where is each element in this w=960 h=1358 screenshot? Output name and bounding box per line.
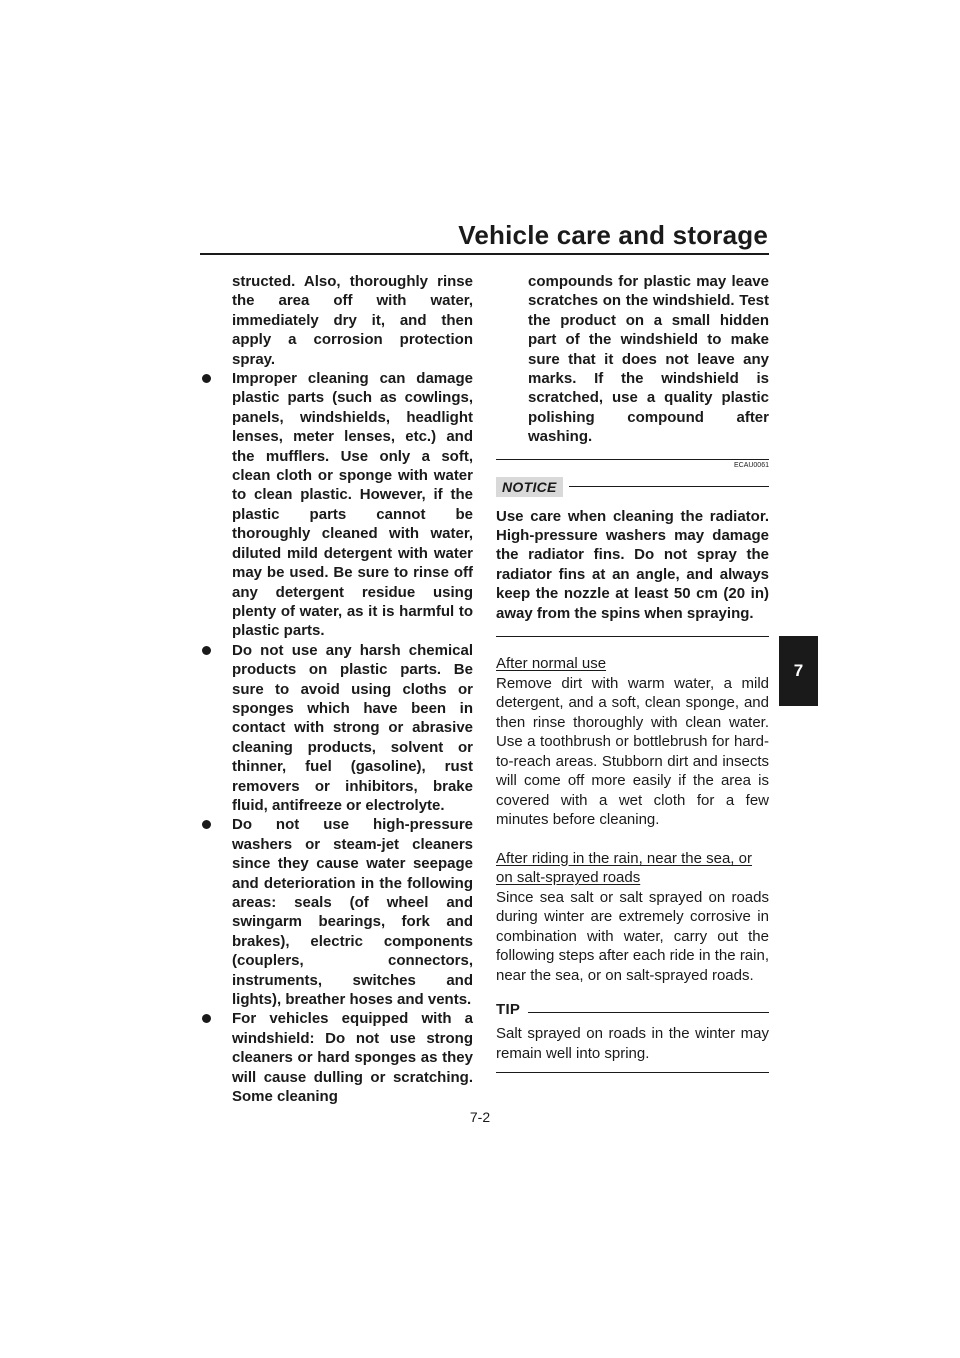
notice-end-rule bbox=[496, 636, 769, 637]
bullet-text: Improper cleaning can damage plastic parts (such as cowlings, panels, windshields, headlight lenses, meter lenses, etc.) and the mufflers. Use only a soft, clean cloth or sponge with water to clean plastic. However, if the plastic parts cannot be thoroughly cleaned with water, diluted mild detergent with water may be used. Be sure to rinse off any detergent residue using plenty of water, as it is harmful to plastic parts. bbox=[232, 370, 473, 640]
tip-end-rule bbox=[496, 1072, 769, 1073]
section-text: Remove dirt with warm water, a mild detergent, and a soft, clean sponge, and then rinse thoroughly with clean water. Use a toothbrush or bottlebrush for hard-to-reach areas. Stubborn dirt and insects will come off more easily if the area is covered with a wet cloth for a few minutes before cleaning. bbox=[496, 674, 769, 829]
bullet-text: Do not use any harsh chemical products on plastic parts. Be sure to avoid using cloths or sponges which have been in contact with strong or abrasive cleaning products, solvent or thinner, fuel (gasoline), rust removers or inhibitors, brake fluid, antifreeze or electrolyte. bbox=[232, 641, 473, 814]
bullet-dot-icon bbox=[202, 1014, 211, 1023]
tip-text: Salt sprayed on roads in the winter may remain well into spring. bbox=[496, 1025, 769, 1062]
left-column bbox=[200, 272, 473, 1106]
header-rule bbox=[200, 253, 769, 255]
warning-bullet-list bbox=[200, 369, 473, 1106]
section-text: Since sea salt or salt sprayed on roads during winter are extremely corrosive in combination with water, carry out the following steps after each ride in the rain, near the sea, or on salt-sprayed roads. bbox=[496, 888, 769, 984]
header-title: Vehicle care and storage bbox=[458, 220, 768, 250]
windshield-continuation: compounds for plastic may leave scratches on the windshield. Test the product on a small hidden part of the windshield to make sure that it does not leave any marks. If the windshield is scratched, use a quality plastic polishing compound after washing. bbox=[528, 273, 769, 446]
bullet-item-high-pressure bbox=[200, 815, 473, 1009]
tip-box bbox=[496, 1001, 769, 1073]
notice-text: Use care when cleaning the radiator. High-pressure washers may damage the radiator fins. Do not spray the radiator fins at an angle, and always keep the nozzle at least 50 cm (20 in) away from the spins when spraying. bbox=[496, 507, 769, 622]
notice-label: NOTICE bbox=[496, 477, 563, 497]
section-heading: After riding in the rain, near the sea, or on salt-sprayed roads bbox=[496, 849, 752, 887]
notice-rule bbox=[569, 486, 769, 487]
bullet-dot-icon bbox=[202, 646, 211, 655]
tip-label: TIP bbox=[496, 1001, 521, 1019]
chapter-tab: 7 bbox=[779, 636, 818, 706]
section-after-normal-use bbox=[496, 654, 769, 830]
bullet-text: For vehicles equipped with a windshield: Do not use strong cleaners or hard sponges as they will cause dulling or scratching. Some cleaning bbox=[232, 1010, 473, 1106]
bullet-dot-icon bbox=[202, 820, 211, 829]
bullet-item-harsh-chemicals bbox=[200, 641, 473, 816]
right-column bbox=[496, 272, 769, 1073]
bullet-item-plastic-parts bbox=[200, 369, 473, 641]
notice-code: ECAU0061 bbox=[733, 461, 769, 469]
bullet-text: Do not use high-pressure washers or steam-jet cleaners since they cause water seepage and deterioration in the following areas: seals (of wheel and swingarm bearings, fork and brakes), electric components (couplers, connectors, instruments, switches and lights), breather hoses and vents. bbox=[232, 816, 473, 1009]
warning-end-rule bbox=[496, 459, 769, 460]
tip-rule bbox=[528, 1012, 769, 1013]
bullet-dot-icon bbox=[202, 374, 211, 383]
section-heading: After normal use bbox=[496, 655, 607, 673]
notice-box bbox=[496, 462, 769, 637]
section-after-rain bbox=[496, 849, 769, 986]
bullet-item-windshield bbox=[200, 1009, 473, 1106]
warning-continuation: structed. Also, thoroughly rinse the area off with water, immediately dry it, and then apply a corrosion protection spray. bbox=[232, 273, 473, 368]
page-number: 7-2 bbox=[469, 1109, 491, 1125]
